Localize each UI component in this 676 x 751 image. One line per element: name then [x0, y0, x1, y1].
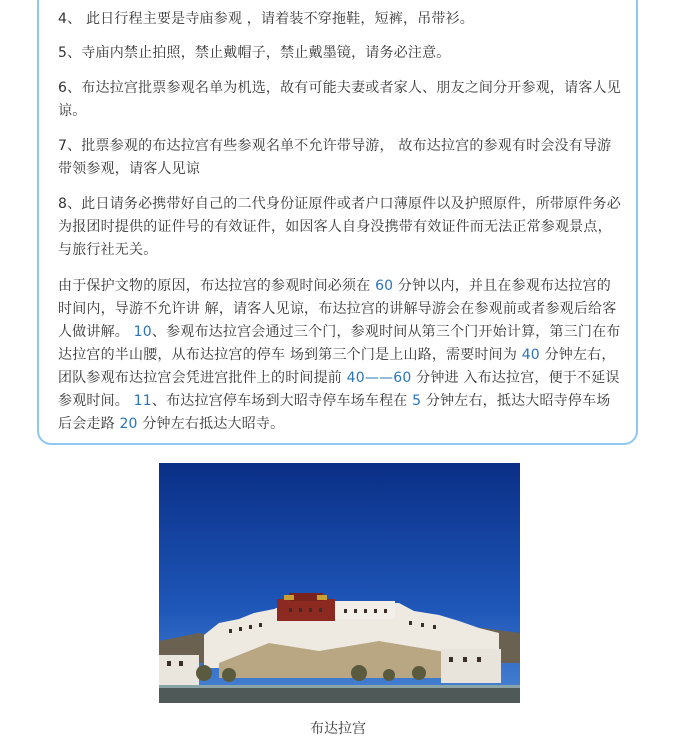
- text-segment: 分钟进 入布达拉宫，便于不延误参观时间。: [58, 370, 620, 409]
- number-highlight: 5: [412, 393, 422, 409]
- text-segment: 分钟以内，并且在参观布达拉宫的时间内，导游不允许讲 解，请客人见谅，布达拉宫的讲解导游会在参观前或者参观后给客人做讲解。: [58, 278, 617, 340]
- number-highlight: 20: [119, 416, 138, 432]
- red-palace: [277, 599, 335, 621]
- potala-palace-photo: [159, 463, 520, 703]
- number-highlight: 60: [375, 278, 394, 294]
- notice-item-8: 8、此日请务必携带好自己的二代身份证原件或者户口薄原件以及护照原件，所带原件务必为报团时提供的证件号的有效证件，如因客人自身没携带有效证件而无法正常参观景点，与旅行社无关。: [58, 196, 621, 258]
- text-segment: 、布达拉宫停车场到大昭寺停车场车程在: [151, 393, 413, 409]
- text-segment: 分钟左右抵达大昭寺。: [137, 416, 285, 432]
- notice-item-7: 7、批票参观的布达拉宫有些参观名单不允许带导游， 故布达拉宫的参观有时会没有导游带领参观，请客人见谅: [58, 138, 612, 177]
- notice-item-4: 4、 此日行程主要是寺庙参观 ，请着装不穿拖鞋，短裤，吊带衫。: [58, 11, 475, 27]
- text-segment: 分钟左右，团队参观布达拉宫会凭进宫批件上的时间提前: [58, 347, 616, 386]
- text-segment: 由于保护文物的原因，布达拉宫的参观时间必须在: [58, 278, 376, 294]
- notice-final-paragraph: [58, 275, 624, 436]
- number-highlight: 11: [133, 393, 152, 409]
- number-highlight: 40——60: [346, 370, 412, 386]
- notice-item-6: 6、布达拉宫批票参观名单为机选，故有可能夫妻或者家人、朋友之间分开参观，请客人见谅。: [58, 80, 621, 119]
- notice-item-5: 5、寺庙内禁止拍照，禁止戴帽子，禁止戴墨镜，请务必注意。: [58, 45, 451, 61]
- photo-caption: 布达拉宫: [310, 721, 366, 737]
- text-segment: 分钟左右，抵达大昭寺停车场后会走路: [58, 393, 611, 432]
- number-highlight: 10: [133, 324, 152, 340]
- text-segment: 、参观布达拉宫会通过三个门，参观时间从第三个门开始计算，第三门在布达拉宫的半山腰，从布达拉宫的停车 场到第三个门是上山路，需要时间为: [58, 324, 621, 363]
- number-highlight: 40: [521, 347, 540, 363]
